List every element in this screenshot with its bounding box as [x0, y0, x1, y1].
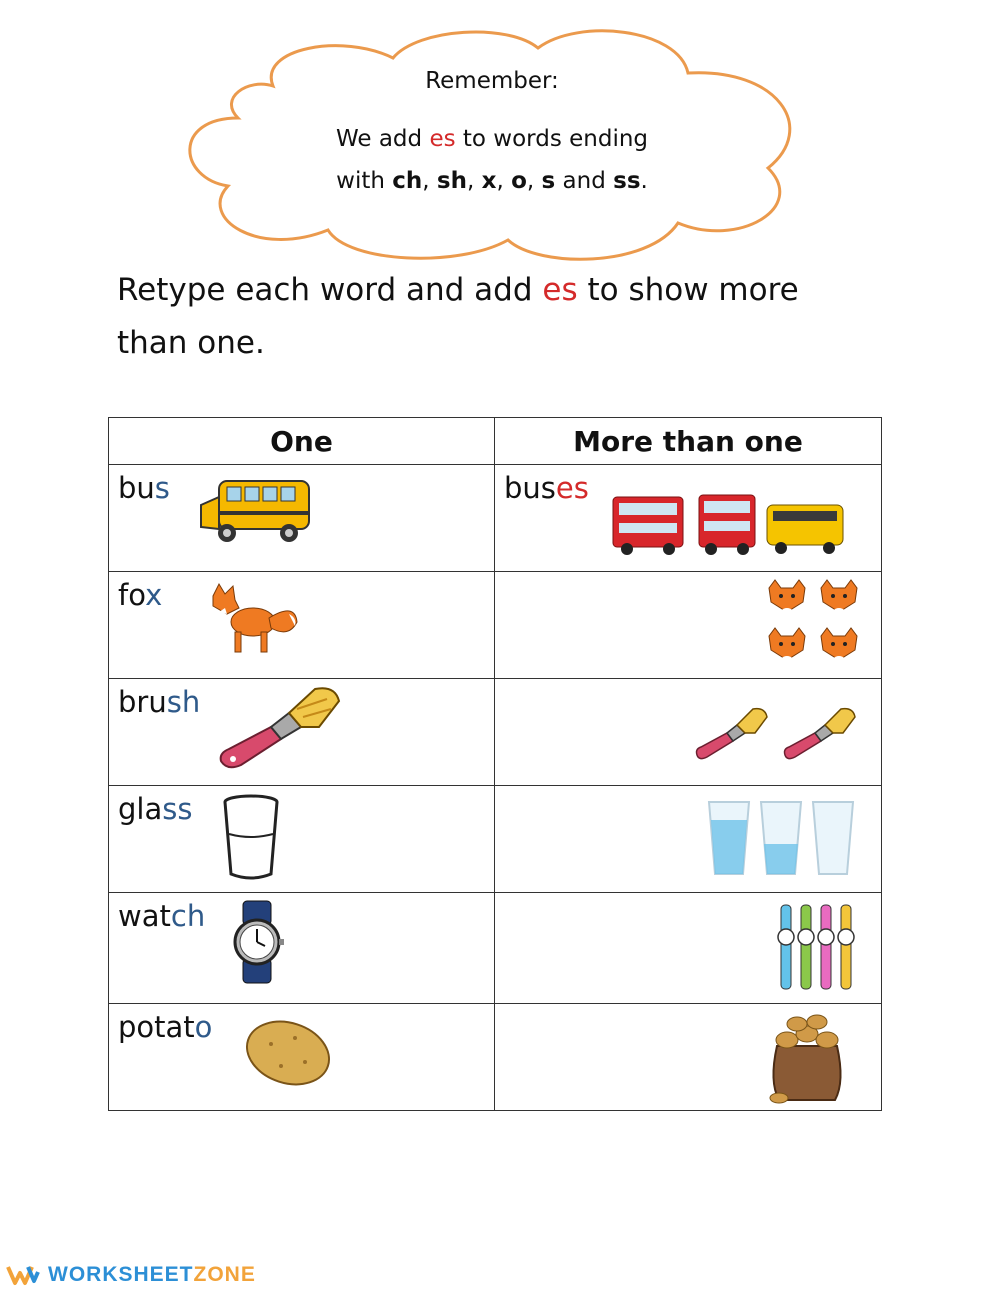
four-watches-icon	[777, 903, 859, 991]
remember-title: Remember:	[425, 68, 559, 94]
potato-icon	[243, 1018, 333, 1088]
two-brushes-icon	[693, 701, 865, 761]
paintbrush-icon	[215, 683, 345, 771]
word-watch: watch	[118, 899, 206, 933]
table-row	[109, 679, 882, 786]
buses-icon	[611, 491, 847, 557]
table-row	[109, 1004, 882, 1111]
table-row	[109, 465, 882, 572]
instruction-text: Retype each word and add es to show more than one.	[117, 272, 799, 361]
table-header-row	[109, 418, 882, 465]
word-fox: fox	[118, 578, 163, 612]
remember-line-1: We add es to words ending	[335, 126, 649, 152]
brand-name: WORKSHEETZONE	[48, 1263, 256, 1286]
worksheetzone-logo	[6, 1262, 256, 1288]
sack-of-potatoes-icon	[767, 1012, 847, 1104]
wristwatch-icon	[229, 899, 285, 985]
fox-icon	[205, 582, 301, 658]
w-logo-icon	[6, 1264, 40, 1286]
header-more-than-one: More than one	[495, 418, 882, 465]
word-buses: buses	[504, 471, 589, 505]
header-one: One	[109, 418, 495, 465]
table-row	[109, 786, 882, 893]
three-glasses-icon	[705, 798, 857, 878]
four-foxes-icon	[763, 578, 867, 674]
glass-icon	[221, 794, 281, 882]
table-row	[109, 893, 882, 1004]
remember-cloud	[178, 18, 806, 266]
word-brush: brush	[118, 685, 201, 719]
remember-line-2: with ch, sh, x, o, s and ss.	[336, 168, 648, 194]
word-glass: glass	[118, 792, 193, 826]
school-bus-icon	[197, 475, 313, 547]
plural-table	[108, 417, 882, 1111]
word-potato: potato	[118, 1010, 213, 1044]
table-row	[109, 572, 882, 679]
word-bus: bus	[118, 471, 170, 505]
